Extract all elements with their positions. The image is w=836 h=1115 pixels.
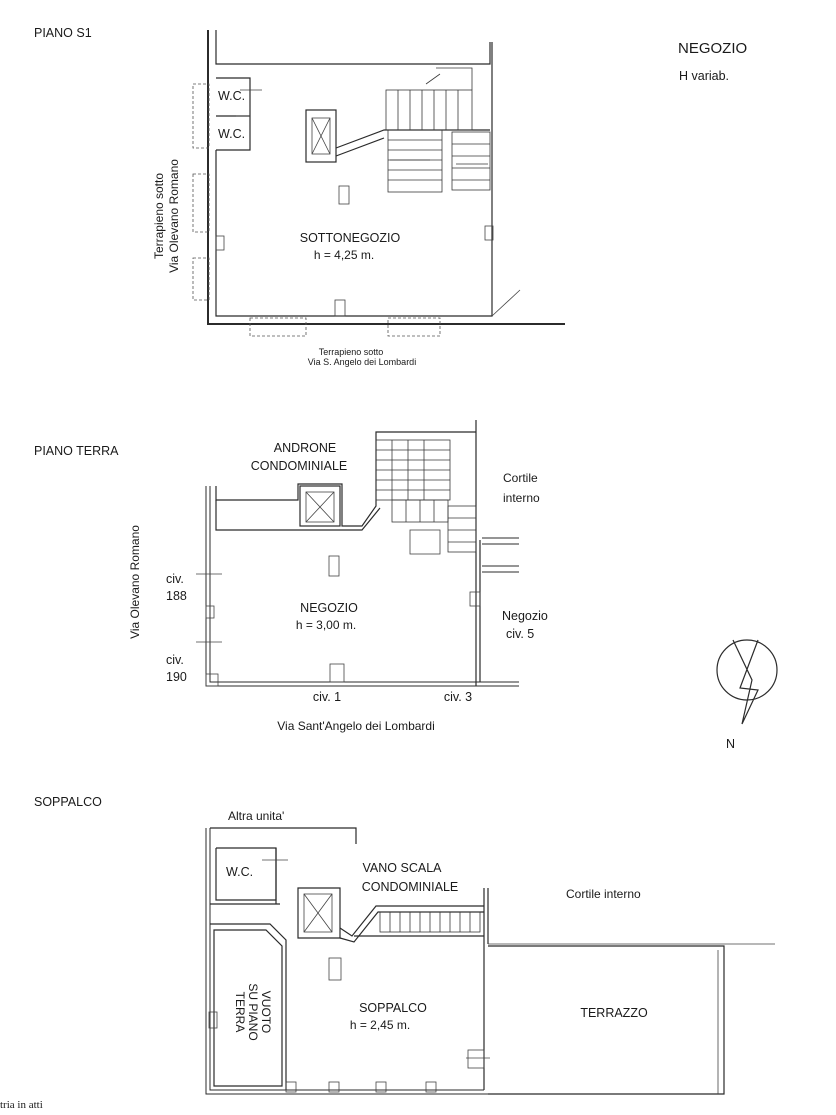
s1-left-note-1: Terrapieno sotto [152, 172, 166, 260]
s1-inner-wall [216, 30, 492, 316]
floor-s1 [34, 26, 565, 367]
s1-wc-2: W.C. [218, 127, 246, 141]
terra-outer-wall [206, 486, 480, 686]
floor-soppalco-title: SOPPALCO [34, 795, 102, 809]
terra-room-height: h = 3,00 m. [295, 618, 357, 632]
s1-room-height: h = 4,25 m. [313, 248, 375, 262]
s1-room-name: SOTTONEGOZIO [299, 231, 401, 245]
soppalco-vano-2: CONDOMINIALE [361, 880, 459, 894]
soppalco-terrazzo: TERRAZZO [580, 1006, 648, 1020]
height-variable-note: H variab. [679, 69, 730, 83]
soppalco-vuoto-2: SU PIANO [246, 983, 260, 1041]
floor-soppalco [34, 795, 775, 1094]
terra-civ190-b: 190 [166, 670, 187, 684]
compass-needle [733, 640, 758, 724]
soppalco-vano-1: VANO SCALA [362, 861, 442, 875]
terra-cortile-2: interno [503, 491, 540, 505]
soppalco-vuoto-3: TERRA [233, 991, 247, 1033]
terra-civ190-a: civ. [166, 653, 184, 667]
terra-civ1: civ. 1 [312, 690, 342, 704]
floor-terra-title: PIANO TERRA [34, 444, 119, 458]
floor-s1-title: PIANO S1 [34, 26, 92, 40]
terra-room-name: NEGOZIO [300, 601, 358, 615]
terra-androne-2: CONDOMINIALE [250, 459, 348, 473]
compass-north-label: N [726, 737, 736, 751]
soppalco-vuoto-1: VUOTO [259, 990, 273, 1034]
terra-civ188-a: civ. [166, 572, 184, 586]
terra-neighbor-2: civ. 5 [506, 627, 535, 641]
terra-civ3: civ. 3 [443, 690, 473, 704]
footer-fragment: tria in atti [0, 1099, 43, 1111]
terra-street-bottom: Via Sant'Angelo dei Lombardi [277, 719, 435, 733]
s1-bottom-note-2: Via S. Angelo dei Lombardi [307, 357, 417, 367]
soppalco-altra-unita: Altra unita' [228, 809, 285, 823]
terra-neighbor-1: Negozio [502, 609, 548, 623]
s1-wc-1: W.C. [218, 89, 246, 103]
shop-title: NEGOZIO [678, 40, 748, 57]
soppalco-room-height: h = 2,45 m. [349, 1018, 411, 1032]
terra-street-left: Via Olevano Romano [128, 525, 142, 639]
terra-staircase [376, 440, 476, 552]
north-compass [717, 640, 777, 751]
terra-civ188-b: 188 [166, 589, 187, 603]
soppalco-cortile: Cortile interno [566, 887, 641, 901]
s1-left-note-2: Via Olevano Romano [167, 159, 181, 273]
terra-androne-1: ANDRONE [273, 441, 337, 455]
terra-pillar [329, 556, 339, 576]
terra-shaft-block [410, 530, 440, 554]
terra-cortile-1: Cortile [503, 471, 538, 485]
s1-bottom-note-1: Terrapieno sotto [318, 347, 384, 357]
s1-outer-wall [208, 30, 565, 324]
s1-pillar [339, 186, 349, 204]
soppalco-wc: W.C. [226, 865, 254, 879]
soppalco-pillar [329, 958, 341, 980]
floor-terra [34, 420, 548, 733]
soppalco-room-name: SOPPALCO [359, 1001, 427, 1015]
